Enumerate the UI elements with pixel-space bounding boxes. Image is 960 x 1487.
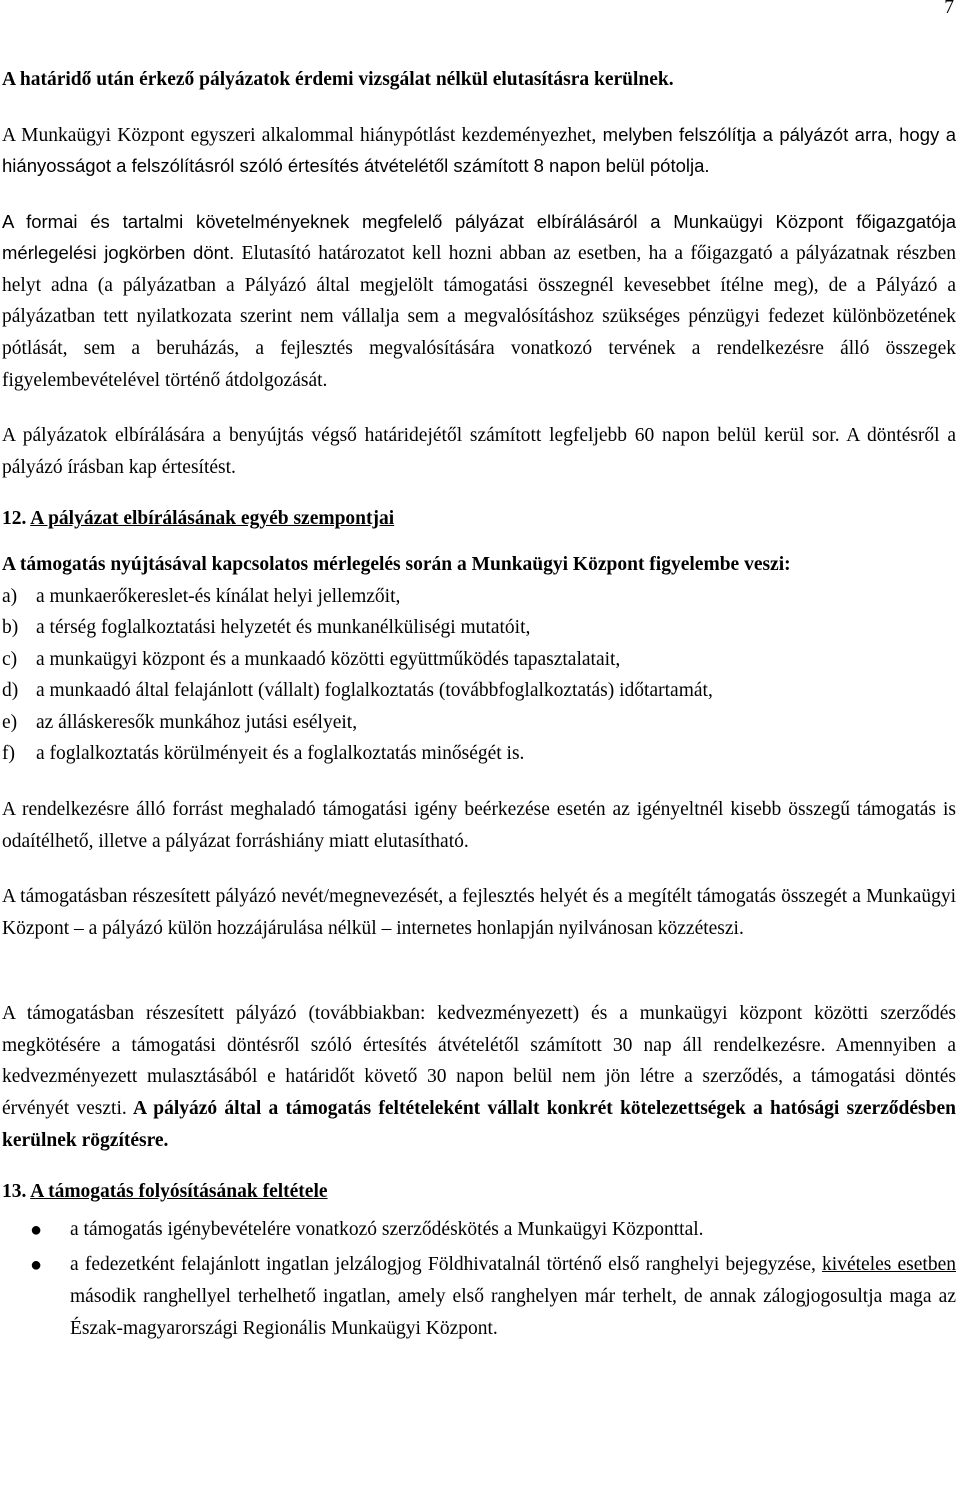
section-12-number: 12. (2, 508, 27, 530)
list-item (2, 581, 956, 613)
deficiency-remedy-paragraph (2, 120, 956, 183)
page-content (2, 64, 956, 1348)
list-item (2, 707, 956, 739)
list-item (2, 675, 956, 707)
list-item (2, 612, 956, 644)
list-marker: e) (2, 711, 18, 733)
deficiency-remedy-rest: melyben felszólítja a pályázót arra, hogy a hiányosságot a felszólításról szóló értesítés átvételétől számított 8 napon belül pótolja. (2, 123, 956, 177)
section-13-heading (2, 1176, 956, 1208)
list-item-text: a munkaerőkereslet-és kínálat helyi jellemzőit, (36, 585, 401, 607)
bullet-icon: ● (30, 1254, 43, 1277)
criteria-list (2, 581, 956, 770)
section-13-number: 13. (2, 1181, 27, 1203)
section-13-title: A támogatás folyósításának feltétele (30, 1181, 328, 1203)
contract-text: A támogatásban részesített pályázó (továbbiakban: kedvezményezett) és a munkaügyi központ közötti szerződés megkötésére a támogatási döntésről szóló értesítés átvételétől számított 30 nap áll rendelkezésre. Amennyiben a kedvezményezett mulasztásából e határidőt követő 30 napon belül nem jön létre a szerződés, a támogatási döntés érvényét veszti. (2, 1003, 956, 1120)
evaluation-lead: A formai és tartalmi követelményeknek megfelelő pályázat elbírálásáról a Munkaügyi Központ főigazgatója mérlegelési jogkörben dönt. (2, 210, 956, 264)
deficiency-remedy-lead: A Munkaügyi Központ egyszeri alkalommal hiánypótlást kezdeményezhet, (2, 124, 597, 146)
contract-obligations: A pályázó által a támogatás feltételeként vállalt konkrét kötelezettségek a hatósági szerződésben kerülnek rögzítésre. (2, 1098, 956, 1151)
list-item-text: a térség foglalkoztatási helyzetét és munkanélküliségi mutatóit, (36, 617, 531, 639)
evaluation-rest: Elutasító határozatot kell hozni abban az esetben, ha a főigazgató a pályázatnak részben helyt adna (a pályázatban a Pályázó által megjelölt támogatási összegnél kevesebbet ítélne meg), de a Pályázó a pályázatban tett nyilatkozata szerint nem vállalja sem a megvalósításhoz szükséges pénzügyi fedezet különbözetének pótlását, sem a beruházás, a fejlesztés megvalósítására vonatkozó tervének a rendelkezésre álló összegek figyelembevételével történő átdolgozását. (2, 243, 956, 391)
publication-paragraph: A támogatásban részesített pályázó nevét/megnevezését, a fejlesztés helyét és a megítélt támogatás összegét a Munkaügyi Központ – a pályázó külön hozzájárulása nélkül – internetes honlapján nyilvánosan közzéteszi. (2, 886, 956, 939)
criteria-intro: A támogatás nyújtásával kapcsolatos mérlegelés során a Munkaügyi Központ figyelembe veszi: (2, 553, 791, 575)
list-marker: f) (2, 743, 15, 765)
list-marker: c) (2, 648, 18, 670)
list-item (2, 738, 956, 770)
evaluation-deadline-paragraph: A pályázatok elbírálására a benyújtás végső határidejétől számított legfeljebb 60 napon belül kerül sor. A döntésről a pályázó írásban kap értesítést. (2, 425, 956, 478)
list-item (30, 1214, 956, 1246)
list-item (2, 644, 956, 676)
section-12-title: A pályázat elbírálásának egyéb szempontjai (30, 508, 395, 530)
list-item-text: a munkaadó által felajánlott (vállalt) foglalkoztatás (továbbfoglalkoztatás) időtartamát, (36, 680, 713, 702)
insufficient-funds-paragraph: A rendelkezésre álló forrást meghaladó támogatási igény beérkezése esetén az igényeltnél kisebb összegű támogatás is odaítélhető, illetve a pályázat forráshiány miatt elutasítható. (2, 798, 956, 852)
list-item-text-rest: második ranghellyel terhelhető ingatlan, amely első ranghelyen már terhelt, de annak zálogjogosultja maga az Észak-magyarországi Regionális Munkaügyi Központ. (70, 1285, 956, 1339)
list-marker: d) (2, 680, 19, 702)
list-marker: a) (2, 585, 18, 607)
bullet-icon: ● (30, 1218, 43, 1241)
list-item (30, 1249, 956, 1344)
late-applications-rejection: A határidő után érkező pályázatok érdemi vizsgálat nélkül elutasításra kerülnek. (2, 69, 674, 90)
list-item-text: a munkaügyi központ és a munkaadó közötti együttműködés tapasztalatait, (36, 648, 621, 670)
list-item-text: a támogatás igénybevételére vonatkozó szerződéskötés a Munkaügyi Központtal. (70, 1218, 704, 1240)
contract-paragraph (2, 998, 956, 1156)
evaluation-paragraph (2, 207, 956, 396)
list-item-text: a foglalkoztatás körülményeit és a foglalkoztatás minőségét is. (36, 743, 525, 765)
list-marker: b) (2, 617, 19, 639)
disbursement-conditions-list (2, 1214, 956, 1344)
section-12-heading (2, 503, 956, 535)
list-item-text: az álláskeresők munkához jutási esélyeit, (36, 711, 358, 733)
list-item-text: a fedezetként felajánlott ingatlan jelzálogjog Földhivatalnál történő első ranghelyi bejegyzése, (70, 1254, 823, 1276)
page-number: 7 (944, 0, 954, 18)
underlined-phrase: kivételes esetben (822, 1254, 956, 1276)
